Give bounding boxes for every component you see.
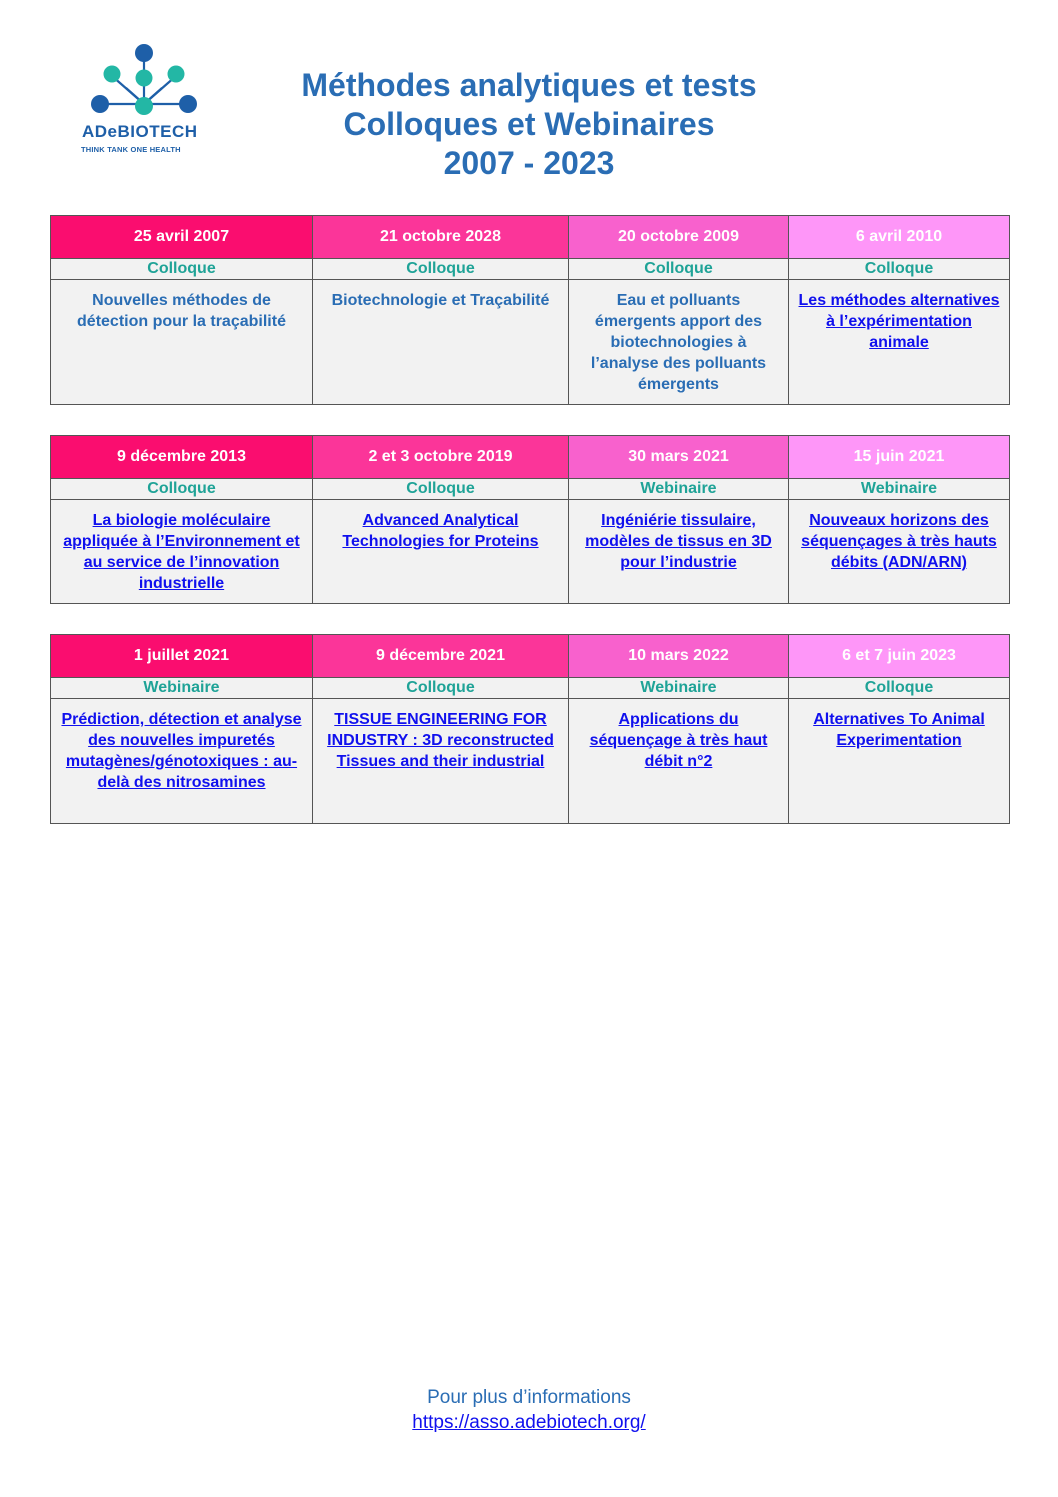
type-row [51,259,1010,280]
event-topic-link[interactable]: Prédiction, détection et analyse des nouvelles impuretés mutagènes/génotoxiques : au-delà des nitrosamines [61,711,302,791]
events-table-3 [50,634,1010,824]
event-type: Colloque [789,678,1010,699]
event-date: 20 octobre 2009 [569,216,789,259]
page-title [0,66,1058,183]
event-date: 25 avril 2007 [51,216,313,259]
event-topic-cell [313,500,569,604]
footer [0,1385,1058,1435]
event-topic-cell [51,280,313,405]
event-date: 15 juin 2021 [789,436,1010,479]
event-topic-link[interactable]: La biologie moléculaire appliquée à l’Environnement et au service de l’innovation industrielle [63,512,300,592]
event-date: 21 octobre 2028 [313,216,569,259]
event-topic-cell [789,699,1010,824]
footer-text: Pour plus d’informations [427,1387,631,1408]
date-row [51,635,1010,678]
event-topic-link[interactable]: Les méthodes alternatives à l’expérimentation animale [798,292,1000,351]
event-type: Webinaire [569,479,789,500]
date-row [51,436,1010,479]
event-topic-cell [313,699,569,824]
title-line-2: Colloques et Webinaires [343,106,715,142]
topic-row [51,699,1010,824]
event-type: Colloque [51,479,313,500]
event-date: 30 mars 2021 [569,436,789,479]
event-topic-cell [51,699,313,824]
event-topic-link[interactable]: TISSUE ENGINEERING FOR INDUSTRY : 3D reconstructed Tissues and their industrial [327,711,554,770]
topic-row [51,500,1010,604]
event-topic-cell [569,500,789,604]
event-topic-cell [789,500,1010,604]
event-topic-link[interactable]: Applications du séquençage à très haut débit n°2 [589,711,768,770]
event-type: Webinaire [51,678,313,699]
event-type: Colloque [313,259,569,280]
event-date: 6 et 7 juin 2023 [789,635,1010,678]
type-row [51,678,1010,699]
event-topic-cell [789,280,1010,405]
logo-tagline: THINK TANK ONE HEALTH [81,145,181,154]
event-type: Colloque [789,259,1010,280]
events-table-2 [50,435,1010,604]
event-date: 6 avril 2010 [789,216,1010,259]
event-topic: Biotechnologie et Traçabilité [331,292,550,309]
topic-row [51,280,1010,405]
event-topic-link[interactable]: Advanced Analytical Technologies for Proteins [342,512,539,550]
type-row [51,479,1010,500]
event-type: Colloque [313,479,569,500]
event-type: Webinaire [569,678,789,699]
event-topic-link[interactable]: Nouveaux horizons des séquençages à très hauts débits (ADN/ARN) [801,512,997,571]
event-topic: Eau et polluants émergents apport des biotechnologies à l’analyse des polluants émergents [590,292,767,393]
logo-name: ADeBIOTECH [82,122,198,141]
event-type: Colloque [313,678,569,699]
event-type: Colloque [569,259,789,280]
event-date: 9 décembre 2013 [51,436,313,479]
event-type: Webinaire [789,479,1010,500]
event-date: 2 et 3 octobre 2019 [313,436,569,479]
event-topic-cell [569,280,789,405]
event-date: 9 décembre 2021 [313,635,569,678]
events-table-1 [50,215,1010,405]
title-line-3: 2007 - 2023 [443,145,615,181]
date-row [51,216,1010,259]
event-topic-cell [51,500,313,604]
event-date: 1 juillet 2021 [51,635,313,678]
event-topic-cell [569,699,789,824]
event-topic-cell [313,280,569,405]
event-topic: Nouvelles méthodes de détection pour la traçabilité [77,292,286,330]
title-line-1: Méthodes analytiques et tests [301,67,757,103]
event-topic-link[interactable]: Alternatives To Animal Experimentation [813,711,985,749]
event-topic-link[interactable]: Ingéniérie tissulaire, modèles de tissus en 3D pour l’industrie [585,512,772,571]
event-date: 10 mars 2022 [569,635,789,678]
event-type: Colloque [51,259,313,280]
footer-website-link[interactable]: https://asso.adebiotech.org/ [412,1412,646,1433]
